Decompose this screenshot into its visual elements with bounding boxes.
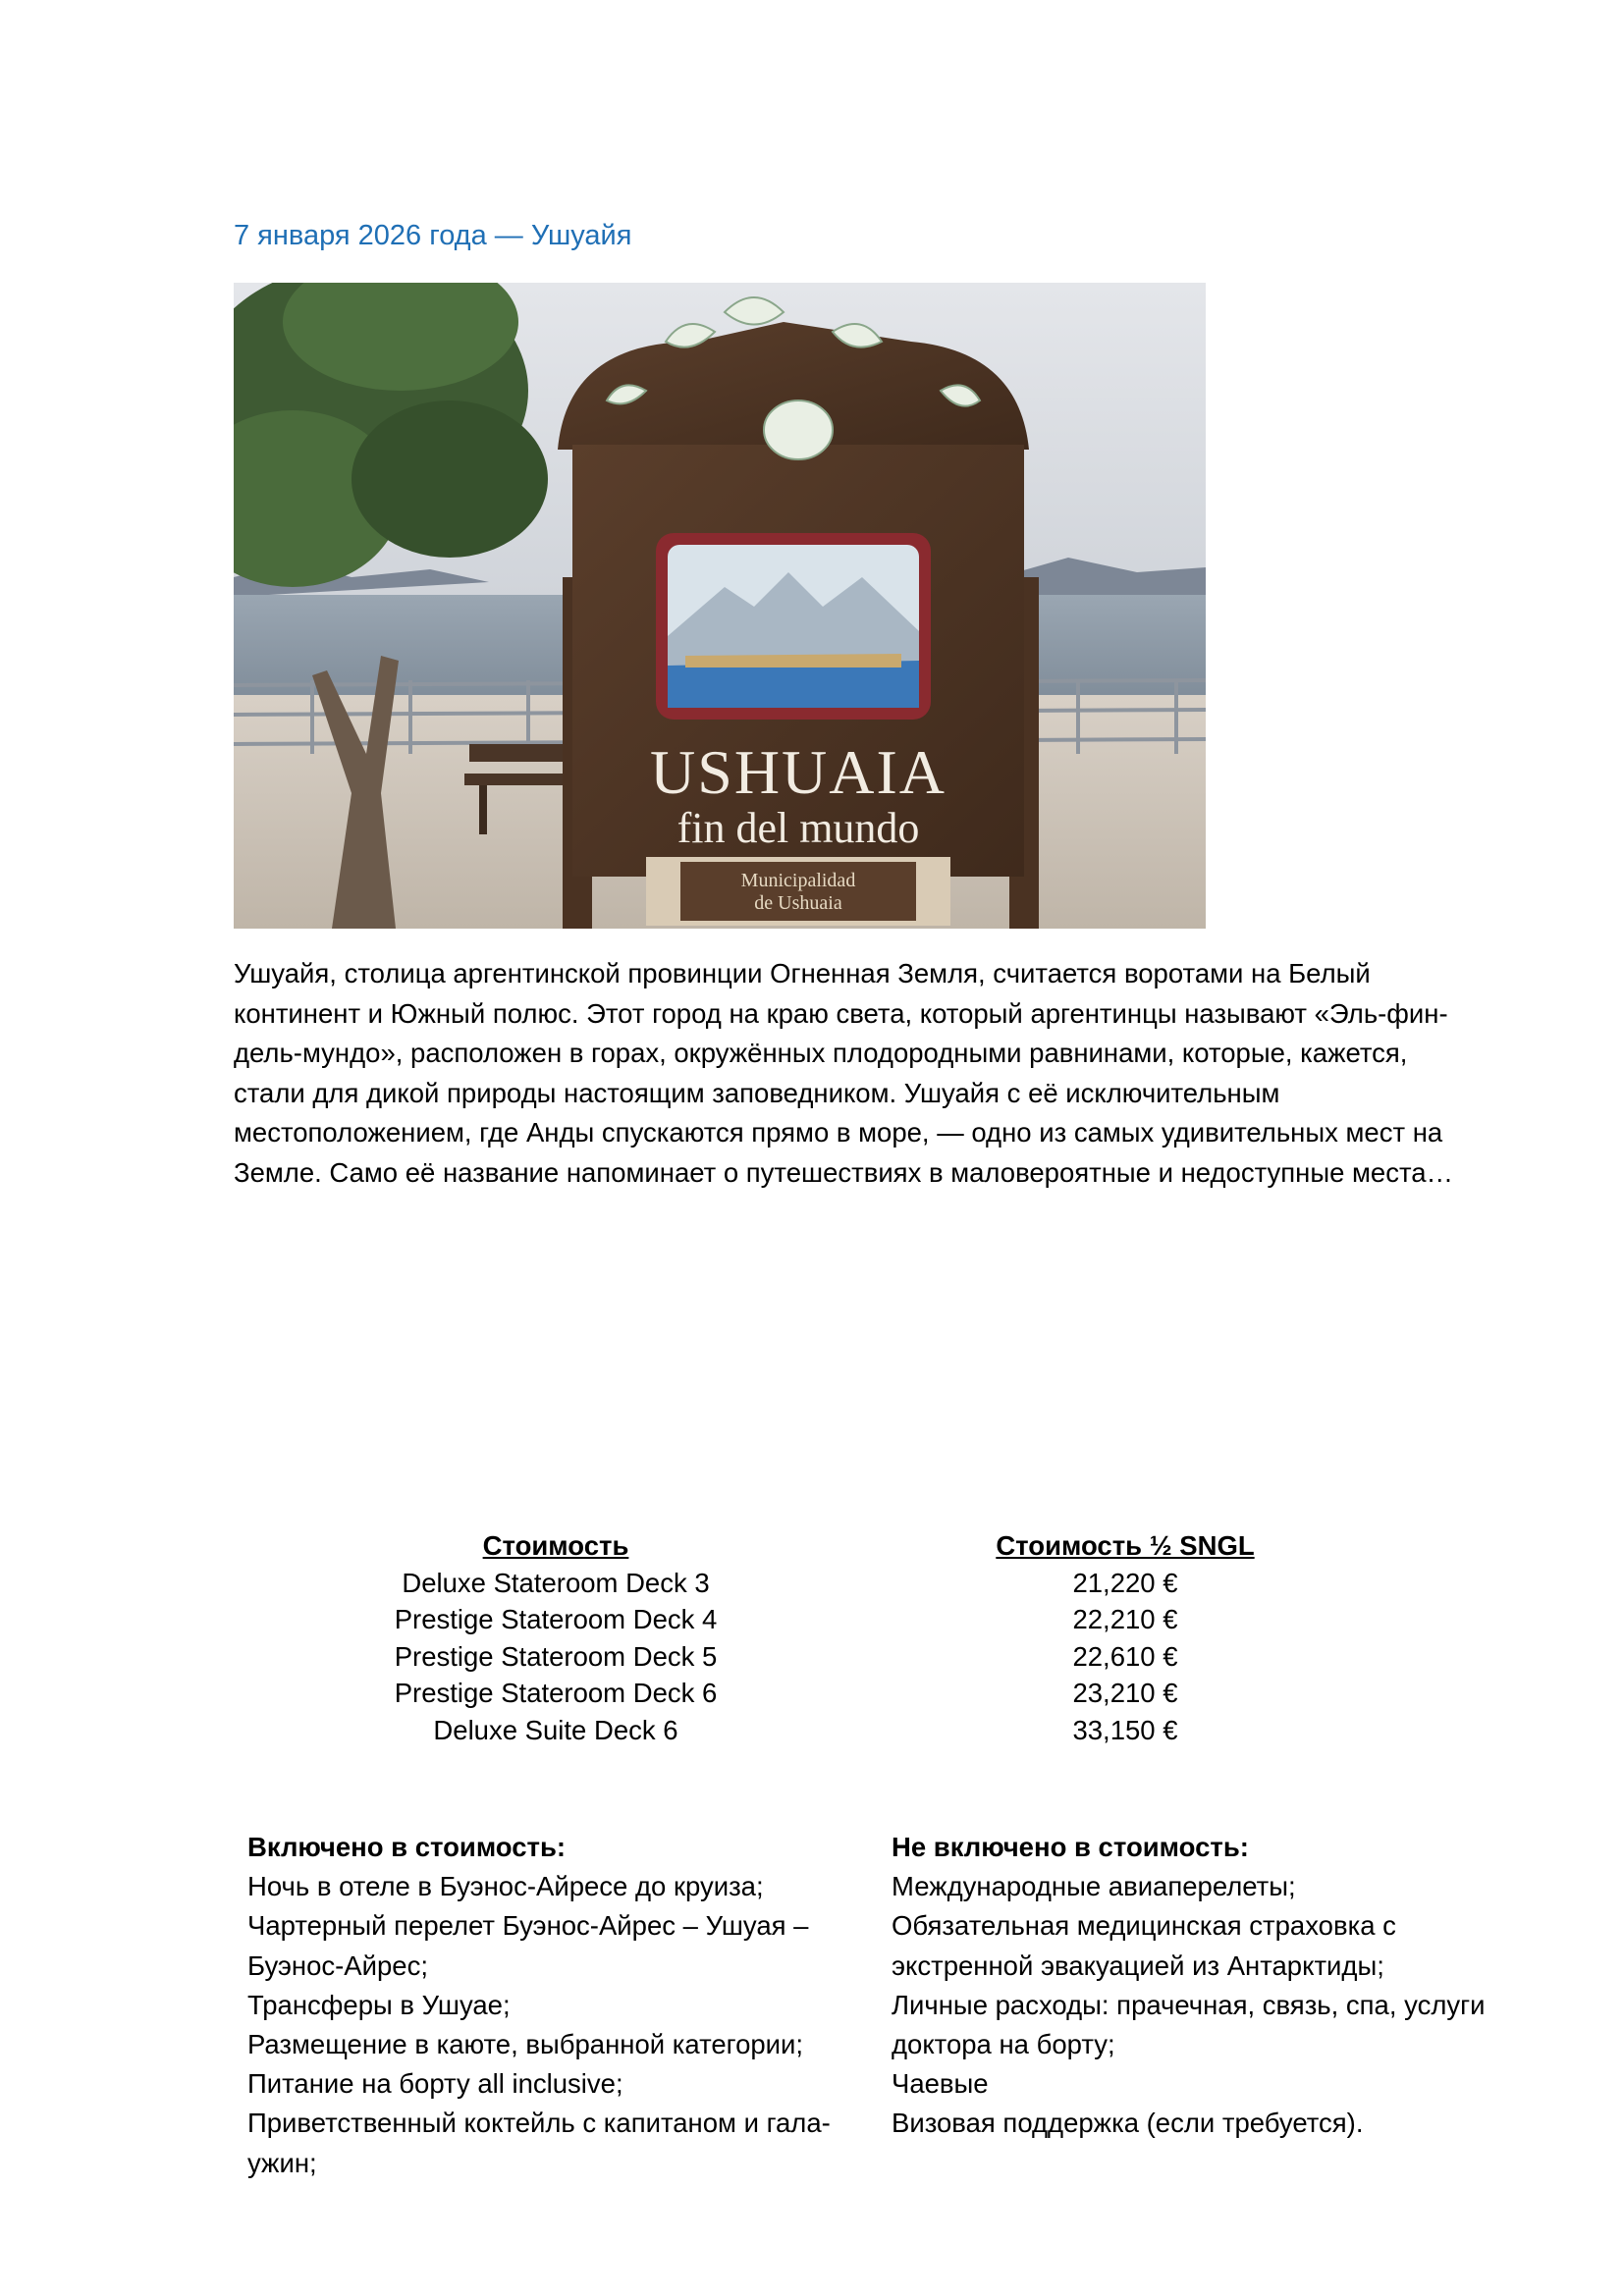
list-item: Трансферы в Ушуае;: [247, 1989, 511, 2020]
header-cost: Стоимость: [482, 1530, 629, 1561]
page-heading: 7 января 2026 года — Ушуайя: [234, 220, 632, 251]
list-item: ужин;: [247, 2147, 317, 2178]
plaque-line-2: de Ushuaia: [754, 892, 842, 914]
sign-subtitle-text: fin del mundo: [676, 804, 920, 852]
table-row: [373, 1638, 1355, 1676]
cabin-price: 22,610 €: [1072, 1640, 1178, 1672]
intro-paragraph: [234, 954, 1454, 1194]
intro-line: дель-мундо», расположен в горах, окружённых плодородными равнинами, которые, кажется,: [234, 1038, 1408, 1069]
price-table-header: [373, 1527, 1355, 1565]
list-item: Питание на борту all inclusive;: [247, 2068, 623, 2100]
sign-title-text: USHUAIA: [650, 737, 947, 807]
list-item: Размещение в каюте, выбранной категории;: [247, 2029, 804, 2060]
not-included-list: [892, 1828, 1486, 2144]
plaque-line-1: Municipalidad: [740, 870, 856, 891]
list-item: Обязательная медицинская страховка с: [892, 1910, 1396, 1942]
cabin-price: 21,220 €: [1072, 1567, 1178, 1598]
not-included-title: Не включено в стоимость:: [892, 1832, 1249, 1862]
intro-line: Ушуайя, столица аргентинской провинции Огненная Земля, считается воротами на Белый: [234, 958, 1371, 988]
cabin-name: Prestige Stateroom Deck 5: [394, 1640, 718, 1672]
list-item: Международные авиаперелеты;: [892, 1871, 1296, 1902]
list-item: доктора на борту;: [892, 2029, 1115, 2060]
list-item: Буэнос-Айрес;: [247, 1949, 428, 1981]
list-item: экстренной эвакуацией из Антарктиды;: [892, 1949, 1384, 1981]
cabin-price: 33,150 €: [1072, 1714, 1178, 1745]
list-item: Визовая поддержка (если требуется).: [892, 2108, 1364, 2139]
cabin-name: Prestige Stateroom Deck 4: [394, 1604, 718, 1635]
table-row: [373, 1565, 1355, 1602]
included-title: Включено в стоимость:: [247, 1832, 567, 1862]
cabin-price: 23,210 €: [1072, 1678, 1178, 1709]
cabin-price: 22,210 €: [1072, 1604, 1178, 1635]
cabin-name: Deluxe Suite Deck 6: [433, 1714, 678, 1745]
list-item: Чартерный перелет Буэнос-Айрес – Ушуая –: [247, 1910, 809, 1942]
header-cost-single: Стоимость ½ SNGL: [996, 1530, 1255, 1561]
intro-line: стали для дикой природы настоящим заповедником. Ушуайя с её исключительным: [234, 1077, 1280, 1108]
table-row: [373, 1675, 1355, 1712]
ushuaia-sign-photo: [234, 283, 1206, 929]
table-row: [373, 1601, 1355, 1638]
list-item: Личные расходы: прачечная, связь, спа, услуги: [892, 1989, 1486, 2020]
price-table: [373, 1527, 1355, 1749]
cabin-name: Deluxe Stateroom Deck 3: [402, 1567, 710, 1598]
intro-line: местоположением, где Анды спускаются прямо в море, — одно из самых удивительных мест на: [234, 1117, 1443, 1148]
intro-line: Земле. Само её название напоминает о путешествиях в маловероятные и недоступные места…: [234, 1156, 1454, 1188]
list-item: Приветственный коктейль с капитаном и гала-: [247, 2108, 831, 2139]
table-row: [373, 1712, 1355, 1749]
list-item: Чаевые: [892, 2068, 989, 2100]
intro-line: континент и Южный полюс. Этот город на краю света, который аргентинцы называют «Эль-фин-: [234, 997, 1448, 1029]
included-list: [247, 1828, 831, 2183]
list-item: Ночь в отеле в Буэнос-Айресе до круиза;: [247, 1871, 764, 1902]
cabin-name: Prestige Stateroom Deck 6: [394, 1678, 718, 1709]
